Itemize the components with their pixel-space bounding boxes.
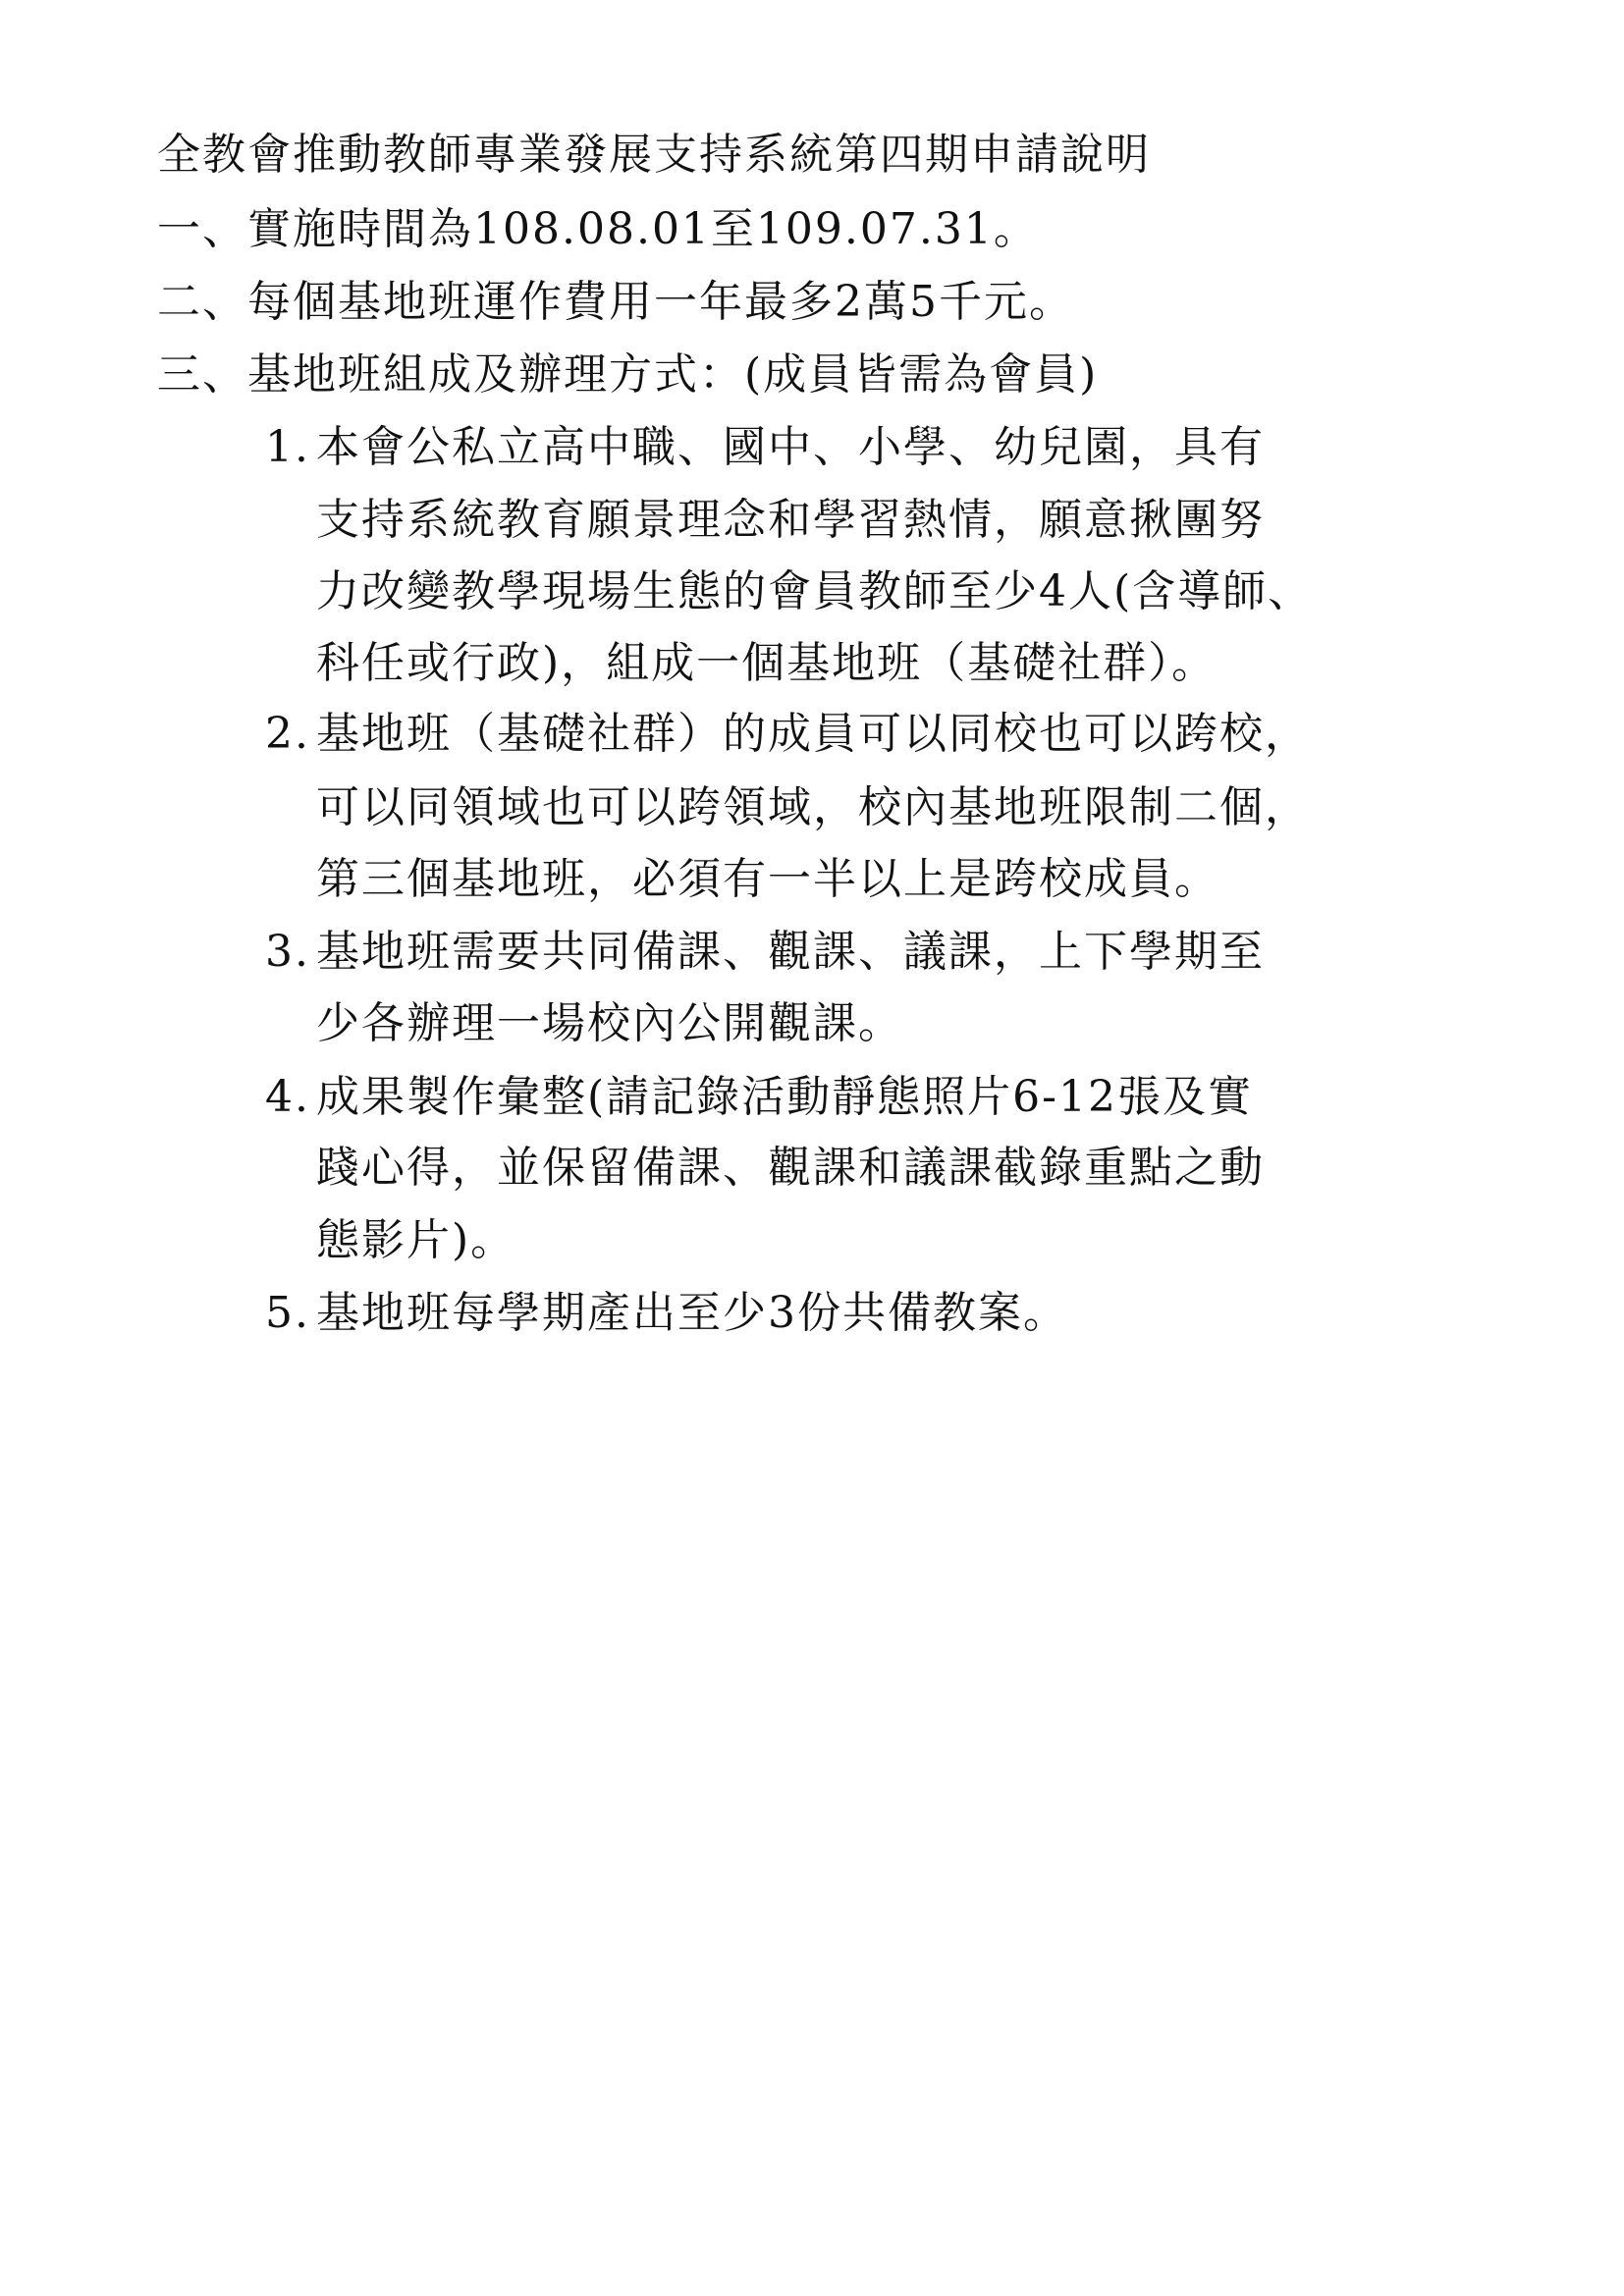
item-4-line-3: 態影片)。 bbox=[316, 1215, 516, 1265]
section-1-marker: 一、 bbox=[157, 204, 247, 254]
item-3-line-2: 少各辦理一場校內公開觀課。 bbox=[316, 998, 903, 1048]
section-3-text: 基地班組成及辦理方式：(成員皆需為會員) bbox=[247, 349, 1099, 400]
section-2-marker: 二、 bbox=[157, 277, 247, 327]
item-3-number: 3. bbox=[265, 927, 310, 977]
section-1 bbox=[157, 202, 1039, 257]
section-2-text: 每個基地班運作費用一年最多2萬5千元。 bbox=[247, 277, 1074, 327]
item-5-number: 5. bbox=[265, 1288, 310, 1338]
item-3-line-1: 基地班需要共同備課、觀課、議課，上下學期至 bbox=[316, 927, 1265, 977]
document-title: 全教會推動教師專業發展支持系統第四期申請說明 bbox=[157, 130, 1151, 180]
item-1-line-3: 力改變教學現場生態的會員教師至少4人(含導師、 bbox=[316, 566, 1314, 616]
item-4-number: 4. bbox=[265, 1072, 310, 1122]
item-2-line-1: 基地班（基礎社群）的成員可以同校也可以跨校， bbox=[316, 709, 1310, 759]
item-2-line-3: 第三個基地班，必須有一半以上是跨校成員。 bbox=[316, 854, 1219, 904]
section-3-marker: 三、 bbox=[157, 349, 247, 400]
item-2-line-2: 可以同領域也可以跨領域，校內基地班限制二個， bbox=[316, 782, 1310, 832]
item-1-line-4: 科任或行政)，組成一個基地班（基礎社群）。 bbox=[316, 638, 1218, 688]
section-2 bbox=[157, 275, 1074, 330]
item-1-line-1: 本會公私立高中職、國中、小學、幼兒園，具有 bbox=[316, 422, 1265, 472]
item-2-number: 2. bbox=[265, 709, 310, 759]
section-1-text: 實施時間為108.08.01至109.07.31。 bbox=[247, 204, 1039, 254]
item-5-line-1: 基地班每學期產出至少3份共備教案。 bbox=[316, 1288, 1068, 1338]
item-1-number: 1. bbox=[265, 422, 310, 472]
item-1-line-2: 支持系統教育願景理念和學習熱情，願意揪團努 bbox=[316, 495, 1265, 545]
item-4-line-2: 踐心得，並保留備課、觀課和議課截錄重點之動 bbox=[316, 1143, 1265, 1193]
item-4-line-1: 成果製作彙整(請記錄活動靜態照片6-12張及實 bbox=[316, 1072, 1254, 1122]
section-3 bbox=[157, 347, 1098, 402]
